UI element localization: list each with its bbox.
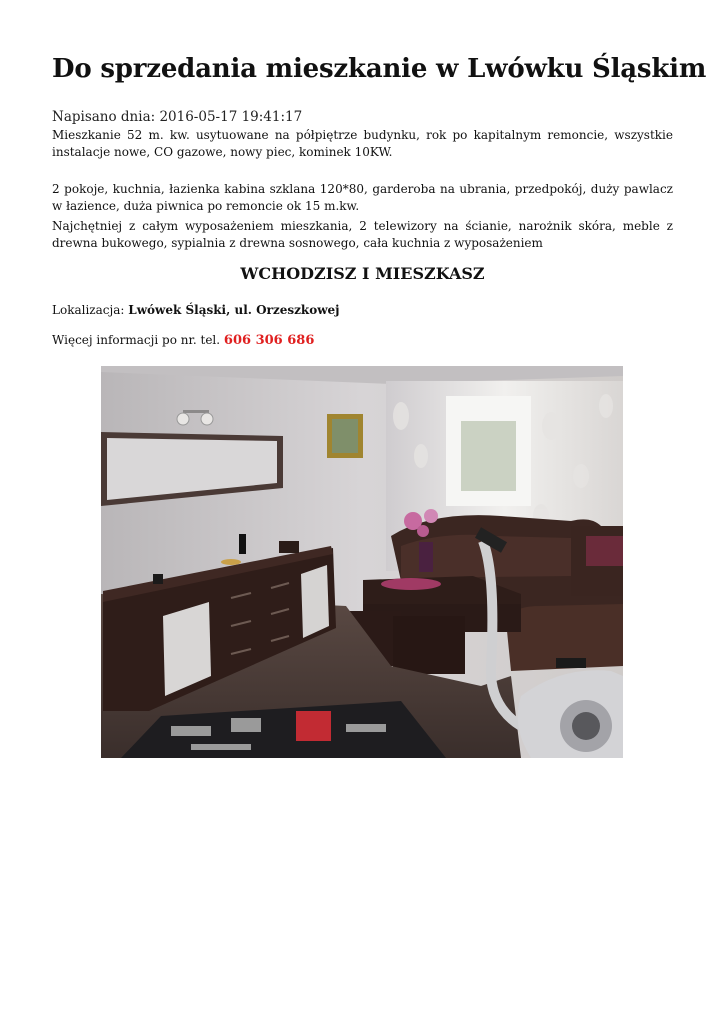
location-line <box>52 303 340 317</box>
slogan-heading: WCHODZISZ I MIESZKASZ <box>240 264 485 283</box>
contact-line <box>52 333 314 348</box>
living-room-photo <box>101 366 623 758</box>
paragraph-rooms: 2 pokoje, kuchnia, łazienka kabina szklana 120*80, garderoba na ubrania, przedpokój, duży pawlacz w łazience, duża piwnica po remoncie ok 15 m.kw. <box>52 182 673 213</box>
location-value: Lwówek Śląski, ul. Orzeszkowej <box>128 303 340 317</box>
post-date: Napisano dnia: 2016-05-17 19:41:17 <box>52 109 303 125</box>
phone-number: 606 306 686 <box>223 333 315 348</box>
location-label: Lokalizacja: <box>52 303 125 317</box>
page-title: Do sprzedania mieszkanie w Lwówku Śląskim <box>52 54 707 84</box>
paragraph-furnishing: Najchętniej z całym wyposażeniem mieszkania, 2 telewizory na ścianie, narożnik skóra, meble z drewna bukowego, sypialnia z drewna sosnowego, cała kuchnia z wyposażeniem <box>52 219 673 250</box>
paragraph-description: Mieszkanie 52 m. kw. usytuowane na półpiętrze budynku, rok po kapitalnym remoncie, wszystkie instalacje nowe, CO gazowe, nowy piec, kominek 10KW. <box>52 128 673 159</box>
contact-label: Więcej informacji po nr. tel. <box>52 333 221 347</box>
